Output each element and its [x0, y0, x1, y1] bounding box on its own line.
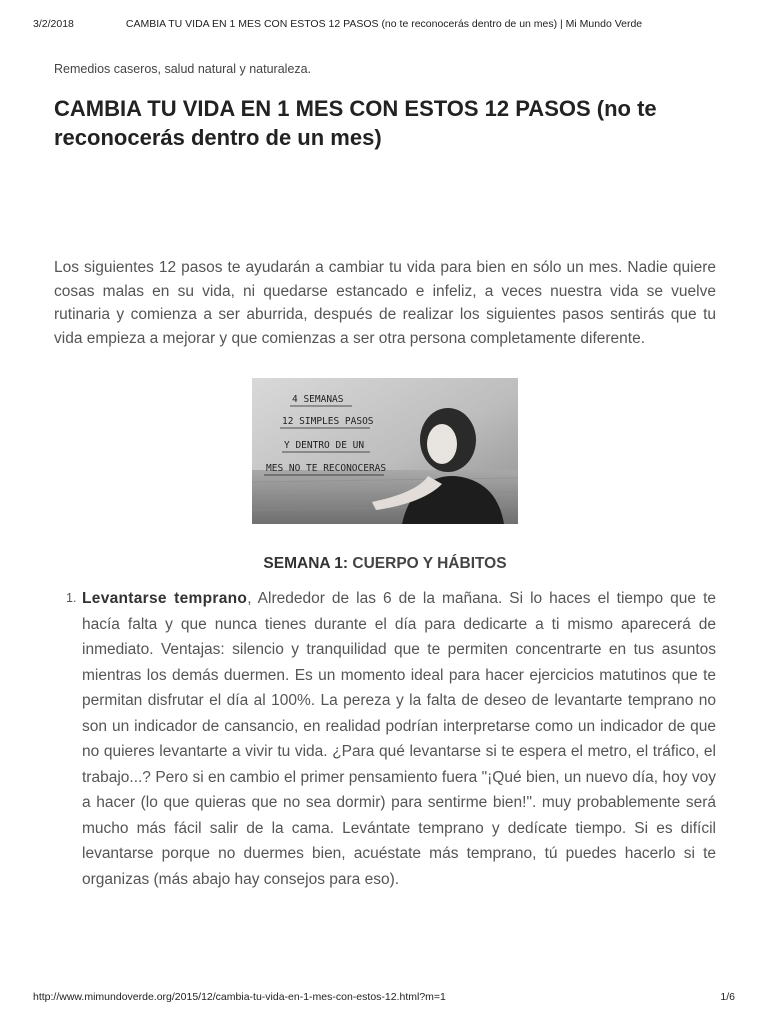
- step-text: [82, 586, 716, 892]
- section-heading: [54, 554, 716, 574]
- article-title: CAMBIA TU VIDA EN 1 MES CON ESTOS 12 PASOS (no te reconocerás dentro de un mes): [54, 96, 657, 150]
- section-label: SEMANA 1:: [263, 555, 349, 572]
- print-url: http://www.mimundoverde.org/2015/12/cambia-tu-vida-en-1-mes-con-estos-12.html?m=1: [33, 991, 446, 1003]
- intro-paragraph: Los siguientes 12 pasos te ayudarán a cambiar tu vida para bien en sólo un mes. Nadie quiere cosas malas en su vida, ni quedarse estancado e infeliz, a veces nuestra vida se vuelve rutinaria y comienza a ser aburrida, después de realizar los siguientes pasos sentirás que tu vida empieza a mejorar y que comienzas a ser otra persona completamente diferente.: [54, 259, 716, 347]
- print-page-title: CAMBIA TU VIDA EN 1 MES CON ESTOS 12 PASOS (no te reconocerás dentro de un mes) | Mi Mundo Verde: [125, 18, 643, 30]
- step-number: 1.: [66, 591, 77, 605]
- hero-text-line-1: 4 SEMANAS: [292, 394, 344, 405]
- steps-list: [54, 586, 716, 892]
- hero-text-line-2: 12 SIMPLES PASOS: [282, 416, 374, 427]
- section-subtitle: CUERPO Y HÁBITOS: [352, 555, 507, 572]
- hero-text-line-3: Y DENTRO DE UN: [284, 440, 365, 451]
- hero-text-line-4: MES NO TE RECONOCERAS: [266, 463, 387, 474]
- step-lead: Levantarse temprano: [82, 590, 248, 607]
- hero-image: [252, 378, 518, 524]
- print-date: 3/2/2018: [33, 18, 74, 30]
- article: [54, 60, 716, 892]
- print-footer: [33, 991, 735, 1005]
- print-header: [33, 18, 735, 32]
- list-item: [54, 586, 716, 892]
- page-number: 1/6: [720, 991, 735, 1003]
- site-tagline: Remedios caseros, salud natural y naturaleza.: [54, 62, 312, 76]
- step-body: , Alrededor de las 6 de la mañana. Si lo haces el tiempo que te hacía falta y que nunca tienes durante el día para dedicarte a ti mismo aparecerá de inmediato. Ventajas: silencio y tranquilidad que te permiten concentrarte en tus asuntos mientras los demás duermen. Es un momento ideal para hacer ejercicios matutinos que te permitan disfrutar el día al 100%. La pereza y la falta de deseo de levantarte temprano no son un indicador de cansancio, en realidad podrían interpretarse como un indicador de que no quieres levantarte a vivir tu vida. ¿Para qué levantarse si te espera el metro, el tráfico, el trabajo...? Pero si en cambio el primer pensamiento fuera "¡Qué bien, un nuevo día, hoy voy a hacer (lo que quieras que no sea dormir) para sentirme bien!". muy probablemente será mucho más fácil salir de la cama. Levántate temprano y dedícate tiempo. Si es difícil levantarse porque no duermes bien, acuéstate más temprano, tú puedes hacerlo si te organizas (más abajo hay consejos para eso).: [82, 590, 716, 888]
